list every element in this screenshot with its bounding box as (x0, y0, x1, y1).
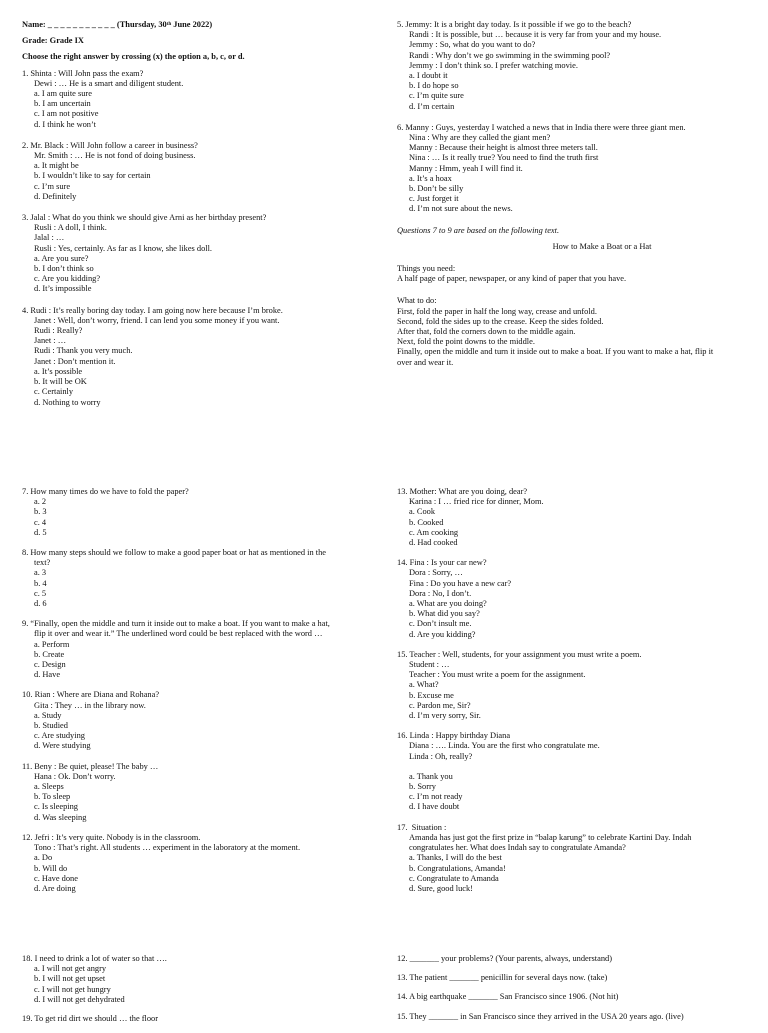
answer-option[interactable]: d. Are you kidding? (409, 629, 476, 639)
question-stem: 15. Teacher : Well, students, for your assignment you must write a poem. (397, 649, 642, 659)
questions-1-4 (22, 69, 392, 408)
question-stem: 1. Shinta : Will John pass the exam? (22, 68, 144, 78)
question-block (22, 213, 392, 295)
question-block (22, 690, 392, 751)
things-heading: Things you need: (397, 264, 456, 274)
answer-option[interactable]: a. What are you doing? (409, 599, 487, 609)
left-column-middle (22, 487, 392, 904)
answer-option[interactable]: b. 3 (34, 507, 47, 517)
questions-13-17 (397, 487, 767, 894)
answer-option[interactable]: d. I think he won’t (34, 119, 96, 129)
answer-option[interactable]: b. Congratulations, Amanda! (409, 863, 506, 873)
answer-option[interactable]: c. 5 (34, 588, 47, 598)
dialogue-line: Manny : Hmm, yeah I will find it. (409, 163, 523, 173)
dialogue-line: Rudi : Really? (34, 326, 83, 336)
grade-line: Grade: Grade IX (22, 36, 84, 46)
answer-option[interactable]: a. It’s a hoax (409, 173, 452, 183)
question-stem: 6. Manny : Guys, yesterday I watched a news that in India there were three giant men. (397, 122, 686, 132)
dialogue-line: Janet : … (34, 336, 67, 346)
questions-5-6 (397, 20, 767, 215)
answer-option[interactable]: a. Sleeps (34, 782, 64, 792)
answer-option[interactable]: c. Don’t insult me. (409, 619, 472, 629)
questions-7-12 (22, 487, 392, 894)
answer-option[interactable]: c. Have done (34, 873, 78, 883)
fill-in-questions (397, 954, 767, 1022)
question-block (397, 20, 767, 112)
dialogue-line: Rusli : A doll, I think. (34, 223, 107, 233)
dialogue-line: Randi : Why don’t we go swimming in the swimming pool? (409, 50, 611, 60)
instruction: Choose the right answer by crossing (x) the option a, b, c, or d. (22, 52, 245, 62)
question-block (22, 1014, 392, 1024)
answer-option[interactable]: a. I will not get angry (34, 964, 107, 974)
answer-option[interactable]: a. Thank you (409, 771, 453, 781)
question-stem: 14. Fina : Is your car new? (397, 558, 487, 568)
question-block (22, 833, 392, 894)
question-block (397, 650, 767, 721)
dialogue-line: Janet : Don’t mention it. (34, 356, 116, 366)
question-block (22, 69, 392, 130)
answer-option[interactable]: b. Will do (34, 863, 68, 873)
question-block (22, 954, 392, 1005)
dialogue-line: Dora : No, I don’t. (409, 588, 472, 598)
dialogue-line: Janet : Well, don’t worry, friend. I can lend you some money if you want. (34, 315, 280, 325)
dialogue-line: Linda : Oh, really? (409, 751, 473, 761)
dialogue-line: Mr. Smith : … He is not fond of doing business. (34, 151, 196, 161)
answer-option[interactable]: c. 4 (34, 517, 47, 527)
answer-option[interactable]: a. It’s possible (34, 366, 83, 376)
answer-option[interactable]: c. I’m sure (34, 181, 71, 191)
question-block (22, 306, 392, 408)
answer-option[interactable]: d. Were studying (34, 741, 91, 751)
answer-option[interactable]: b. I wouldn’t like to say for certain (34, 171, 151, 181)
question-stem: 18. I need to drink a lot of water so that …. (22, 954, 167, 963)
answer-option[interactable]: b. It will be OK (34, 377, 87, 387)
answer-option[interactable]: c. Pardon me, Sir? (409, 700, 471, 710)
question-block (397, 123, 767, 215)
right-column-top (397, 20, 767, 368)
reading-title: How to Make a Boat or a Hat (552, 241, 652, 251)
fill-in-question: 15. They _______ in San Francisco since they arrived in the USA 20 years ago. (live) (397, 1011, 684, 1021)
answer-option[interactable]: d. I’m very sorry, Sir. (409, 711, 481, 721)
dialogue-line: Dora : Sorry, … (409, 568, 463, 578)
question-stem: 8. How many steps should we follow to make a good paper boat or hat as mentioned in the (22, 548, 326, 558)
reading-intro: Questions 7 to 9 are based on the following text. (397, 225, 560, 235)
question-stem: 17. Situation : (397, 822, 447, 832)
answer-option[interactable]: a. Study (34, 710, 62, 720)
dialogue-line: Karina : I … fried rice for dinner, Mom. (409, 497, 544, 507)
question-block (22, 762, 392, 823)
answer-option[interactable]: a. Perform (34, 639, 70, 649)
answer-option[interactable]: d. 5 (34, 527, 47, 537)
dialogue-line: text? (34, 558, 51, 568)
dialogue-line: Tono : That’s right. All students … experiment in the laboratory at the moment. (34, 843, 301, 853)
answer-option[interactable]: d. I will not get dehydrated (34, 994, 125, 1004)
dialogue-line: Diana : …. Linda. You are the first who congratulate me. (409, 741, 600, 751)
question-stem: 12. Jefri : It’s very quite. Nobody is in the classroom. (22, 832, 201, 842)
question-block (22, 548, 392, 609)
reading-step: over and wear it. (397, 357, 454, 367)
dialogue-line (397, 762, 767, 772)
answer-option[interactable]: d. Was sleeping (34, 812, 87, 822)
dialogue-line: Jemmy : So, what do you want to do? (409, 40, 536, 50)
answer-option[interactable]: b. I am uncertain (34, 99, 91, 109)
answer-option[interactable]: a. Cook (409, 507, 436, 517)
question-block (22, 619, 392, 680)
dialogue-line: Jemmy : I don’t think so. I prefer watching movie. (409, 60, 578, 70)
answer-option[interactable]: d. I have doubt (409, 802, 460, 812)
right-column-middle (397, 487, 767, 904)
fill-in-question: 13. The patient _______ penicillin for several days now. (take) (397, 973, 608, 983)
left-column-top (22, 20, 392, 419)
question-stem: 19. To get rid dirt we should … the floor (22, 1014, 159, 1024)
question-block (22, 141, 392, 202)
reading-step: Finally, open the middle and turn it inside out to make a boat. If you want to make a hat, flip it (397, 347, 714, 357)
dialogue-line: congratulates her. What does Indah say to congratulate Amanda? (409, 843, 626, 853)
question-stem: 3. Jalal : What do you think we should give Arni as her birthday present? (22, 213, 267, 223)
todo-heading: What to do: (397, 296, 437, 306)
answer-option[interactable]: a. 2 (34, 497, 47, 507)
answer-option[interactable]: b. Sorry (409, 782, 436, 792)
answer-option[interactable]: b. Create (34, 649, 65, 659)
answer-option[interactable]: d. Definitely (34, 191, 77, 201)
answer-option[interactable]: c. Just forget it (409, 194, 459, 204)
reading-steps (397, 307, 767, 368)
question-block (22, 487, 392, 538)
answer-option[interactable]: d. Sure, good luck! (409, 883, 473, 893)
question-stem: 11. Beny : Be quiet, please! The baby … (22, 761, 159, 771)
answer-option[interactable]: c. Congratulate to Amanda (409, 873, 499, 883)
fill-in-question: 12. _______ your problems? (Your parents, always, understand) (397, 954, 613, 963)
answer-option[interactable]: b. Excuse me (409, 690, 454, 700)
questions-18-19 (22, 954, 392, 1024)
answer-option[interactable]: b. Studied (34, 721, 68, 731)
dialogue-line: Dewi : … He is a smart and diligent student. (34, 78, 184, 88)
answer-option[interactable]: b. I don’t think so (34, 264, 94, 274)
answer-option[interactable]: c. Are studying (34, 731, 85, 741)
question-block (397, 487, 767, 548)
answer-option[interactable]: d. Have (34, 670, 61, 680)
answer-option[interactable]: a. What? (409, 680, 439, 690)
reading-step: First, fold the paper in half the long way, crease and unfold. (397, 306, 597, 316)
dialogue-line: Teacher : You must write a poem for the assignment. (409, 670, 586, 680)
question-block (397, 558, 767, 640)
answer-option[interactable]: d. Nothing to worry (34, 397, 101, 407)
question-block (397, 731, 767, 812)
answer-option[interactable]: c. I will not get hungry (34, 984, 111, 994)
answer-option[interactable]: d. 6 (34, 599, 47, 609)
answer-option[interactable]: d. Had cooked (409, 538, 458, 548)
question-stem: 5. Jemmy: It is a bright day today. Is it possible if we go to the beach? (397, 20, 632, 29)
answer-option[interactable]: a. It might be (34, 161, 79, 171)
answer-option[interactable]: c. Is sleeping (34, 802, 78, 812)
dialogue-line: Randi : It is possible, but … because it is very far from your and my house. (409, 30, 662, 40)
answer-option[interactable]: b. Cooked (409, 517, 444, 527)
dialogue-line: flip it over and wear it.” The underlined word could be best replaced with the word … (34, 629, 323, 639)
dialogue-line: Nina : Why are they called the giant men? (409, 133, 551, 143)
answer-option[interactable]: c. I’m quite sure (409, 91, 464, 101)
answer-option[interactable]: b. I do hope so (409, 81, 459, 91)
answer-option[interactable]: c. I am not positive (34, 109, 99, 119)
answer-option[interactable]: d. I’m not sure about the news. (409, 204, 513, 214)
dialogue-line: Hana : Ok. Don’t worry. (34, 771, 116, 781)
question-stem: 10. Rian : Where are Diana and Rohana? (22, 690, 160, 700)
answer-option[interactable]: c. Certainly (34, 387, 74, 397)
answer-option[interactable]: a. I am quite sure (34, 89, 92, 99)
answer-option[interactable]: c. Am cooking (409, 527, 459, 537)
answer-option[interactable]: c. Design (34, 660, 66, 670)
dialogue-line: Fina : Do you have a new car? (409, 578, 512, 588)
question-stem: 2. Mr. Black : Will John follow a career in business? (22, 140, 198, 150)
dialogue-line: Gita : They … in the library now. (34, 700, 146, 710)
answer-option[interactable]: b. What did you say? (409, 609, 480, 619)
answer-option[interactable]: c. Are you kidding? (34, 274, 101, 284)
dialogue-line: Student : … (409, 660, 450, 670)
question-stem: 9. “Finally, open the middle and turn it inside out to make a boat. If you want to make a hat, (22, 619, 330, 629)
dialogue-line: Manny : Because their height is almost three meters tall. (409, 143, 598, 153)
name-line: Name: _ _ _ _ _ _ _ _ _ _ _ (Thursday, 30ᵗʰ June 2022) (22, 20, 213, 29)
answer-option[interactable]: a. I doubt it (409, 71, 448, 81)
question-stem: 16. Linda : Happy birthday Diana (397, 731, 511, 741)
fill-in-question: 14. A big earthquake _______ San Francisco since 1906. (Not hit) (397, 992, 619, 1002)
answer-option[interactable]: b. I will not get upset (34, 974, 106, 984)
question-stem: 7. How many times do we have to fold the paper? (22, 487, 189, 496)
answer-option[interactable]: d. Are doing (34, 883, 76, 893)
answer-option[interactable]: a. Do (34, 853, 53, 863)
right-column-bottom (397, 954, 767, 1031)
answer-option[interactable]: a. 3 (34, 568, 47, 578)
left-column-bottom (22, 954, 392, 1033)
things-text: A half page of paper, newspaper, or any kind of paper that you have. (397, 274, 627, 284)
dialogue-line: Nina : … Is it really true? You need to find the truth first (409, 153, 599, 163)
question-stem: 13. Mother: What are you doing, dear? (397, 487, 528, 496)
dialogue-line: Amanda has just got the first prize in “balap karung” to celebrate Kartini Day. Indah (409, 832, 692, 842)
question-stem: 4. Rudi : It’s really boring day today. I am going now here because I’m broke. (22, 305, 283, 315)
answer-option[interactable]: c. I’m not ready (409, 792, 463, 802)
reading-step: After that, fold the corners down to the middle again. (397, 327, 576, 337)
answer-option[interactable]: b. To sleep (34, 792, 71, 802)
answer-option[interactable]: d. I’m certain (409, 101, 455, 111)
reading-step: Next, fold the point downs to the middle. (397, 337, 535, 347)
answer-option[interactable]: b. 4 (34, 578, 47, 588)
question-block (397, 823, 767, 894)
reading-step: Second, fold the sides up to the crease. Keep the sides folded. (397, 316, 604, 326)
dialogue-line: Rudi : Thank you very much. (34, 346, 133, 356)
answer-option[interactable]: a. Thanks, I will do the best (409, 853, 502, 863)
answer-option[interactable]: d. It’s impossible (34, 284, 92, 294)
answer-option[interactable]: b. Don’t be silly (409, 184, 464, 194)
dialogue-line: Jalal : … (34, 233, 65, 243)
answer-option[interactable]: a. Are you sure? (34, 253, 89, 263)
dialogue-line: Rusli : Yes, certainly. As far as I know, she likes doll. (34, 243, 213, 253)
